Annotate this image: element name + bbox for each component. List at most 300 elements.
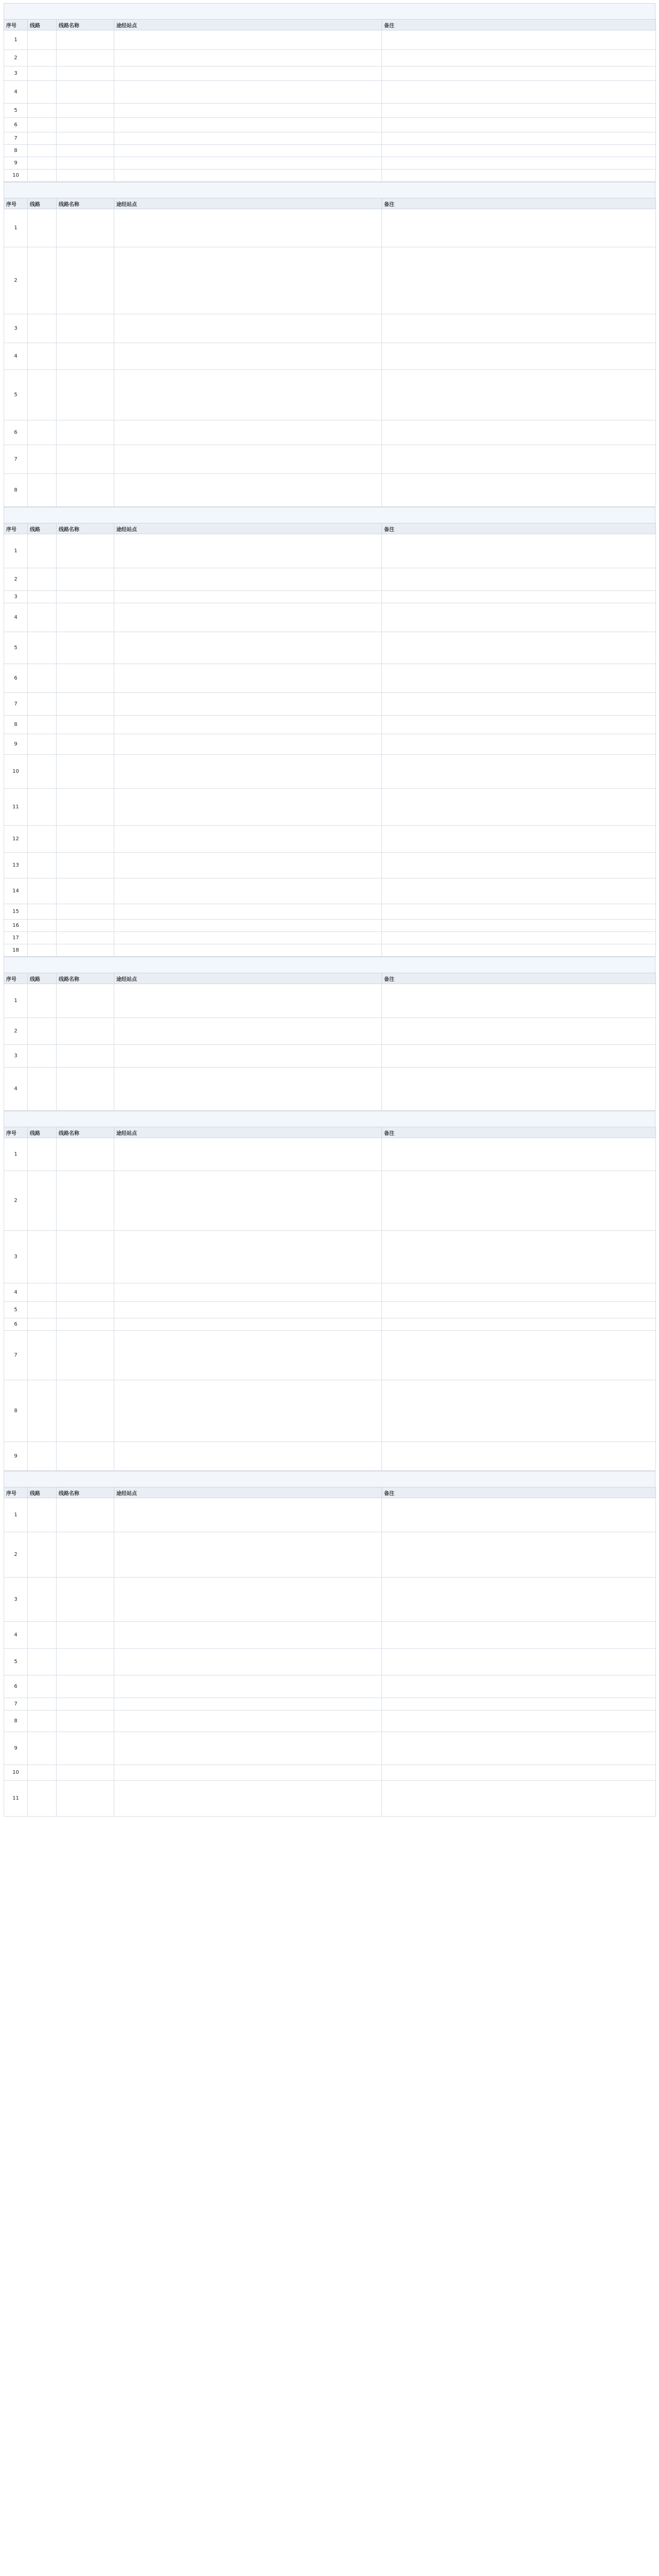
route-stops [114, 30, 382, 50]
route-stops [114, 81, 382, 104]
table-row [4, 1442, 656, 1471]
route-stops [114, 247, 382, 314]
route-stops [114, 66, 382, 81]
table-row [4, 568, 656, 591]
route-name [57, 118, 114, 132]
route-name [57, 370, 114, 420]
table-row [4, 1171, 656, 1231]
route-note [382, 1380, 656, 1442]
route-section [4, 3, 655, 182]
header-line: 线路 [28, 1127, 57, 1138]
route-stops [114, 343, 382, 370]
route-stops [114, 1765, 382, 1781]
table-header-row [4, 198, 656, 209]
route-line [28, 1649, 57, 1675]
route-name [57, 853, 114, 878]
route-stops [114, 1067, 382, 1111]
route-line [28, 1781, 57, 1817]
route-stops [114, 1045, 382, 1067]
route-stops [114, 603, 382, 632]
route-line [28, 50, 57, 66]
route-table [4, 198, 656, 507]
row-number: 17 [4, 932, 28, 944]
route-stops [114, 1781, 382, 1817]
table-row [4, 716, 656, 734]
route-stops [114, 1498, 382, 1532]
route-line [28, 716, 57, 734]
route-stops [114, 50, 382, 66]
route-stops [114, 1578, 382, 1622]
row-number: 3 [4, 1578, 28, 1622]
header-name: 线路名称 [57, 523, 114, 534]
route-name [57, 1442, 114, 1471]
table-header-row [4, 20, 656, 30]
route-line [28, 1442, 57, 1471]
route-note [382, 343, 656, 370]
section-title [4, 507, 655, 523]
route-name [57, 445, 114, 474]
route-stops [114, 145, 382, 157]
header-no: 序号 [4, 1487, 28, 1498]
route-note [382, 1331, 656, 1380]
row-number: 8 [4, 1380, 28, 1442]
row-number: 4 [4, 1622, 28, 1649]
table-row [4, 1710, 656, 1732]
route-stops [114, 370, 382, 420]
route-note [382, 1045, 656, 1067]
route-note [382, 1622, 656, 1649]
row-number: 10 [4, 170, 28, 182]
row-number: 4 [4, 1283, 28, 1302]
route-line [28, 1622, 57, 1649]
route-name [57, 1331, 114, 1380]
route-stops [114, 944, 382, 957]
route-stops [114, 1675, 382, 1698]
row-number: 3 [4, 1231, 28, 1283]
route-stops [114, 1138, 382, 1171]
route-line [28, 568, 57, 591]
route-line [28, 944, 57, 957]
table-row [4, 1231, 656, 1283]
table-row [4, 1283, 656, 1302]
route-name [57, 1171, 114, 1231]
row-number: 7 [4, 693, 28, 716]
table-row [4, 1331, 656, 1380]
route-line [28, 145, 57, 157]
route-name [57, 904, 114, 920]
route-note [382, 1765, 656, 1781]
route-name [57, 30, 114, 50]
route-name [57, 66, 114, 81]
header-stops: 途经站点 [114, 20, 382, 30]
route-note [382, 1649, 656, 1675]
route-line [28, 1498, 57, 1532]
route-name [57, 314, 114, 343]
route-name [57, 1045, 114, 1067]
route-note [382, 664, 656, 693]
route-stops [114, 1732, 382, 1765]
route-name [57, 474, 114, 507]
route-note [382, 314, 656, 343]
row-number: 7 [4, 132, 28, 145]
header-note: 备注 [382, 20, 656, 30]
route-line [28, 734, 57, 755]
section-title [4, 1471, 655, 1487]
table-row [4, 1498, 656, 1532]
route-stops [114, 878, 382, 904]
table-row [4, 209, 656, 247]
section-title [4, 182, 655, 198]
table-header-row [4, 1127, 656, 1138]
row-number: 6 [4, 1675, 28, 1698]
route-line [28, 81, 57, 104]
route-stops [114, 209, 382, 247]
table-row [4, 132, 656, 145]
route-line [28, 826, 57, 853]
route-note [382, 755, 656, 789]
route-stops [114, 1380, 382, 1442]
row-number: 7 [4, 1331, 28, 1380]
route-stops [114, 716, 382, 734]
route-name [57, 170, 114, 182]
table-row [4, 247, 656, 314]
route-stops [114, 157, 382, 170]
route-line [28, 1698, 57, 1710]
route-stops [114, 1283, 382, 1302]
route-name [57, 878, 114, 904]
row-number: 9 [4, 157, 28, 170]
route-line [28, 132, 57, 145]
header-name: 线路名称 [57, 198, 114, 209]
header-name: 线路名称 [57, 1127, 114, 1138]
route-section [4, 182, 655, 507]
route-name [57, 1318, 114, 1331]
route-note [382, 104, 656, 118]
row-number: 7 [4, 1698, 28, 1710]
route-name [57, 664, 114, 693]
route-name [57, 984, 114, 1018]
row-number: 8 [4, 145, 28, 157]
route-note [382, 568, 656, 591]
route-stops [114, 1318, 382, 1331]
route-note [382, 734, 656, 755]
route-table [4, 973, 656, 1111]
route-line [28, 984, 57, 1018]
table-row [4, 157, 656, 170]
route-name [57, 1380, 114, 1442]
route-note [382, 445, 656, 474]
route-stops [114, 170, 382, 182]
route-note [382, 603, 656, 632]
row-number: 7 [4, 445, 28, 474]
route-note [382, 1231, 656, 1283]
table-row [4, 1138, 656, 1171]
row-number: 5 [4, 1649, 28, 1675]
route-line [28, 157, 57, 170]
route-note [382, 1732, 656, 1765]
route-note [382, 132, 656, 145]
table-row [4, 343, 656, 370]
route-name [57, 920, 114, 932]
table-row [4, 984, 656, 1018]
row-number: 11 [4, 789, 28, 826]
route-line [28, 445, 57, 474]
row-number: 3 [4, 1045, 28, 1067]
route-stops [114, 1442, 382, 1471]
route-line [28, 1302, 57, 1318]
route-stops [114, 568, 382, 591]
route-name [57, 1649, 114, 1675]
route-note [382, 716, 656, 734]
row-number: 2 [4, 1532, 28, 1578]
table-row [4, 693, 656, 716]
route-name [57, 1732, 114, 1765]
table-row [4, 1675, 656, 1698]
route-note [382, 81, 656, 104]
header-note: 备注 [382, 523, 656, 534]
table-row [4, 1318, 656, 1331]
row-number: 2 [4, 50, 28, 66]
route-line [28, 343, 57, 370]
route-stops [114, 904, 382, 920]
route-name [57, 1698, 114, 1710]
route-stops [114, 474, 382, 507]
route-stops [114, 632, 382, 664]
route-note [382, 30, 656, 50]
table-row [4, 1732, 656, 1765]
table-row [4, 1698, 656, 1710]
route-stops [114, 984, 382, 1018]
row-number: 6 [4, 118, 28, 132]
route-line [28, 104, 57, 118]
header-stops: 途经站点 [114, 1487, 382, 1498]
route-line [28, 370, 57, 420]
table-row [4, 932, 656, 944]
row-number: 2 [4, 568, 28, 591]
table-row [4, 591, 656, 603]
route-name [57, 343, 114, 370]
route-note [382, 632, 656, 664]
route-name [57, 1532, 114, 1578]
row-number: 3 [4, 314, 28, 343]
route-line [28, 66, 57, 81]
route-table [4, 1487, 656, 1817]
header-no: 序号 [4, 973, 28, 984]
table-row [4, 603, 656, 632]
route-note [382, 1283, 656, 1302]
route-note [382, 1171, 656, 1231]
row-number: 6 [4, 420, 28, 445]
route-stops [114, 104, 382, 118]
route-stops [114, 826, 382, 853]
route-line [28, 1283, 57, 1302]
table-row [4, 1302, 656, 1318]
row-number: 1 [4, 30, 28, 50]
row-number: 1 [4, 209, 28, 247]
route-name [57, 1067, 114, 1111]
route-line [28, 853, 57, 878]
route-note [382, 1138, 656, 1171]
table-row [4, 145, 656, 157]
route-stops [114, 1302, 382, 1318]
route-line [28, 1331, 57, 1380]
table-row [4, 66, 656, 81]
row-number: 3 [4, 591, 28, 603]
table-row [4, 104, 656, 118]
header-note: 备注 [382, 198, 656, 209]
route-line [28, 1380, 57, 1442]
header-line: 线路 [28, 1487, 57, 1498]
section-title [4, 3, 655, 19]
table-row [4, 853, 656, 878]
header-line: 线路 [28, 20, 57, 30]
header-line: 线路 [28, 523, 57, 534]
header-name: 线路名称 [57, 20, 114, 30]
route-name [57, 1283, 114, 1302]
table-row [4, 1649, 656, 1675]
route-line [28, 664, 57, 693]
route-note [382, 145, 656, 157]
route-note [382, 932, 656, 944]
route-line [28, 1231, 57, 1283]
row-number: 10 [4, 1765, 28, 1781]
route-note [382, 984, 656, 1018]
route-name [57, 826, 114, 853]
route-line [28, 1532, 57, 1578]
route-note [382, 878, 656, 904]
route-name [57, 81, 114, 104]
row-number: 16 [4, 920, 28, 932]
route-note [382, 247, 656, 314]
row-number: 10 [4, 755, 28, 789]
table-row [4, 1622, 656, 1649]
header-line: 线路 [28, 198, 57, 209]
route-name [57, 1138, 114, 1171]
route-line [28, 1710, 57, 1732]
table-row [4, 118, 656, 132]
row-number: 8 [4, 1710, 28, 1732]
route-note [382, 1675, 656, 1698]
route-name [57, 932, 114, 944]
route-name [57, 1302, 114, 1318]
table-row [4, 474, 656, 507]
route-line [28, 1765, 57, 1781]
route-name [57, 789, 114, 826]
route-section [4, 507, 655, 957]
route-note [382, 826, 656, 853]
route-stops [114, 1649, 382, 1675]
route-line [28, 632, 57, 664]
route-name [57, 104, 114, 118]
route-line [28, 1067, 57, 1111]
table-header-row [4, 523, 656, 534]
route-line [28, 1675, 57, 1698]
route-note [382, 170, 656, 182]
route-name [57, 755, 114, 789]
table-row [4, 314, 656, 343]
route-stops [114, 1171, 382, 1231]
row-number: 4 [4, 81, 28, 104]
row-number: 11 [4, 1781, 28, 1817]
route-name [57, 603, 114, 632]
table-row [4, 734, 656, 755]
route-stops [114, 1331, 382, 1380]
route-stops [114, 534, 382, 568]
route-stops [114, 920, 382, 932]
route-note [382, 1018, 656, 1045]
table-row [4, 755, 656, 789]
route-note [382, 693, 656, 716]
route-note [382, 944, 656, 957]
route-name [57, 209, 114, 247]
route-note [382, 1067, 656, 1111]
route-stops [114, 755, 382, 789]
row-number: 1 [4, 1498, 28, 1532]
header-no: 序号 [4, 1127, 28, 1138]
header-no: 序号 [4, 198, 28, 209]
route-line [28, 1578, 57, 1622]
route-stops [114, 1698, 382, 1710]
row-number: 18 [4, 944, 28, 957]
table-row [4, 1781, 656, 1817]
route-note [382, 118, 656, 132]
table-row [4, 944, 656, 957]
route-line [28, 1045, 57, 1067]
row-number: 4 [4, 603, 28, 632]
route-note [382, 1318, 656, 1331]
table-row [4, 904, 656, 920]
route-note [382, 474, 656, 507]
route-note [382, 370, 656, 420]
route-note [382, 1698, 656, 1710]
route-line [28, 1138, 57, 1171]
table-row [4, 1765, 656, 1781]
table-row [4, 1045, 656, 1067]
route-stops [114, 1622, 382, 1649]
route-line [28, 603, 57, 632]
route-line [28, 170, 57, 182]
route-table [4, 1127, 656, 1471]
row-number: 9 [4, 1442, 28, 1471]
row-number: 5 [4, 370, 28, 420]
route-stops [114, 789, 382, 826]
header-name: 线路名称 [57, 1487, 114, 1498]
route-note [382, 1442, 656, 1471]
route-line [28, 314, 57, 343]
table-row [4, 534, 656, 568]
route-stops [114, 445, 382, 474]
route-name [57, 591, 114, 603]
table-row [4, 370, 656, 420]
route-section [4, 1471, 655, 1817]
route-line [28, 1732, 57, 1765]
row-number: 5 [4, 1302, 28, 1318]
row-number: 1 [4, 1138, 28, 1171]
header-stops: 途经站点 [114, 198, 382, 209]
route-line [28, 789, 57, 826]
route-line [28, 474, 57, 507]
row-number: 13 [4, 853, 28, 878]
route-name [57, 1498, 114, 1532]
header-note: 备注 [382, 1127, 656, 1138]
table-row [4, 632, 656, 664]
route-name [57, 632, 114, 664]
table-row [4, 878, 656, 904]
route-line [28, 920, 57, 932]
route-stops [114, 664, 382, 693]
route-name [57, 1675, 114, 1698]
route-table [4, 19, 656, 182]
